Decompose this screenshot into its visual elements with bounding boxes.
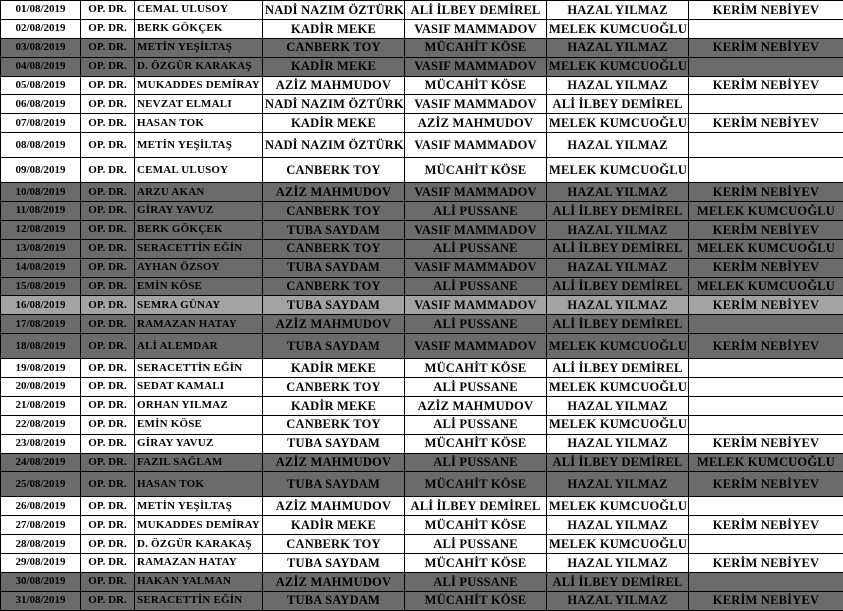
- staff-1-cell: TUBA SAYDAM: [263, 472, 405, 497]
- staff-4-cell: KERİM NEBİYEV: [689, 516, 843, 535]
- staff-3-cell: MELEK KUMCUOĞLU: [547, 535, 689, 554]
- staff-2-cell: VASIF MAMMADOV: [405, 133, 547, 158]
- table-row: [1, 158, 843, 183]
- staff-2-cell: ALİ PUSSANE: [405, 572, 547, 591]
- doctor-cell: HAKAN YALMAN: [135, 572, 263, 591]
- title-cell: OP. DR.: [81, 378, 135, 397]
- table-row: [1, 183, 843, 202]
- staff-3-cell: HAZAL YILMAZ: [547, 296, 689, 315]
- staff-4-cell: [689, 57, 843, 76]
- date-cell: 20/08/2019: [1, 378, 81, 397]
- title-cell: OP. DR.: [81, 359, 135, 378]
- table-row: [1, 258, 843, 277]
- staff-1-cell: CANBERK TOY: [263, 158, 405, 183]
- staff-4-cell: [689, 19, 843, 38]
- table-row: [1, 453, 843, 472]
- staff-4-cell: [689, 158, 843, 183]
- doctor-cell: MUKADDES DEMİRAY: [135, 76, 263, 95]
- title-cell: OP. DR.: [81, 183, 135, 202]
- staff-1-cell: CANBERK TOY: [263, 38, 405, 57]
- doctor-cell: METİN YEŞİLTAŞ: [135, 38, 263, 57]
- title-cell: OP. DR.: [81, 315, 135, 334]
- staff-1-cell: TUBA SAYDAM: [263, 434, 405, 453]
- title-cell: OP. DR.: [81, 497, 135, 516]
- table-row: [1, 57, 843, 76]
- staff-2-cell: MÜCAHİT KÖSE: [405, 472, 547, 497]
- doctor-cell: HASAN TOK: [135, 114, 263, 133]
- title-cell: OP. DR.: [81, 19, 135, 38]
- staff-2-cell: VASIF MAMMADOV: [405, 183, 547, 202]
- title-cell: OP. DR.: [81, 133, 135, 158]
- doctor-cell: SERACETTİN EĞİN: [135, 359, 263, 378]
- table-row: [1, 378, 843, 397]
- staff-3-cell: HAZAL YILMAZ: [547, 472, 689, 497]
- staff-4-cell: [689, 415, 843, 434]
- staff-1-cell: KADİR MEKE: [263, 114, 405, 133]
- table-row: [1, 220, 843, 239]
- title-cell: OP. DR.: [81, 554, 135, 573]
- staff-4-cell: KERİM NEBİYEV: [689, 38, 843, 57]
- table-row: [1, 572, 843, 591]
- date-cell: 02/08/2019: [1, 19, 81, 38]
- table-row: [1, 554, 843, 573]
- doctor-cell: GİRAY YAVUZ: [135, 202, 263, 221]
- staff-2-cell: MÜCAHİT KÖSE: [405, 76, 547, 95]
- staff-2-cell: MÜCAHİT KÖSE: [405, 158, 547, 183]
- doctor-cell: METİN YEŞİLTAŞ: [135, 497, 263, 516]
- staff-1-cell: CANBERK TOY: [263, 535, 405, 554]
- table-row: [1, 277, 843, 296]
- staff-4-cell: [689, 95, 843, 114]
- table-row: [1, 415, 843, 434]
- staff-2-cell: MÜCAHİT KÖSE: [405, 434, 547, 453]
- title-cell: OP. DR.: [81, 38, 135, 57]
- staff-3-cell: ALİ İLBEY DEMİREL: [547, 572, 689, 591]
- staff-2-cell: ALİ İLBEY DEMİREL: [405, 1, 547, 20]
- staff-1-cell: AZİZ MAHMUDOV: [263, 315, 405, 334]
- doctor-cell: SEMRA GÜNAY: [135, 296, 263, 315]
- title-cell: OP. DR.: [81, 220, 135, 239]
- staff-3-cell: ALİ İLBEY DEMİREL: [547, 359, 689, 378]
- doctor-cell: ORHAN YILMAZ: [135, 396, 263, 415]
- staff-2-cell: VASIF MAMMADOV: [405, 95, 547, 114]
- title-cell: OP. DR.: [81, 114, 135, 133]
- staff-3-cell: ALİ İLBEY DEMİREL: [547, 315, 689, 334]
- staff-3-cell: ALİ İLBEY DEMİREL: [547, 453, 689, 472]
- doctor-cell: ALİ ALEMDAR: [135, 334, 263, 359]
- staff-4-cell: KERİM NEBİYEV: [689, 472, 843, 497]
- staff-1-cell: CANBERK TOY: [263, 415, 405, 434]
- staff-4-cell: [689, 535, 843, 554]
- staff-2-cell: ALİ PUSSANE: [405, 202, 547, 221]
- staff-1-cell: KADİR MEKE: [263, 57, 405, 76]
- staff-3-cell: MELEK KUMCUOĞLU: [547, 114, 689, 133]
- staff-3-cell: HAZAL YILMAZ: [547, 434, 689, 453]
- date-cell: 11/08/2019: [1, 202, 81, 221]
- staff-2-cell: VASIF MAMMADOV: [405, 19, 547, 38]
- staff-2-cell: MÜCAHİT KÖSE: [405, 38, 547, 57]
- doctor-cell: EMİN KÖSE: [135, 415, 263, 434]
- date-cell: 29/08/2019: [1, 554, 81, 573]
- date-cell: 03/08/2019: [1, 38, 81, 57]
- title-cell: OP. DR.: [81, 453, 135, 472]
- title-cell: OP. DR.: [81, 591, 135, 610]
- staff-2-cell: VASIF MAMMADOV: [405, 57, 547, 76]
- staff-3-cell: ALİ İLBEY DEMİREL: [547, 95, 689, 114]
- title-cell: OP. DR.: [81, 57, 135, 76]
- staff-3-cell: HAZAL YILMAZ: [547, 76, 689, 95]
- date-cell: 25/08/2019: [1, 472, 81, 497]
- doctor-cell: MUKADDES DEMİRAY: [135, 516, 263, 535]
- table-row: [1, 202, 843, 221]
- staff-1-cell: NADİ NAZIM ÖZTÜRK: [263, 95, 405, 114]
- staff-2-cell: ALİ PUSSANE: [405, 277, 547, 296]
- doctor-cell: BERK GÖKÇEK: [135, 19, 263, 38]
- table-row: [1, 434, 843, 453]
- table-row: [1, 76, 843, 95]
- doctor-cell: SERACETTİN EĞİN: [135, 239, 263, 258]
- staff-1-cell: KADİR MEKE: [263, 19, 405, 38]
- staff-1-cell: KADİR MEKE: [263, 396, 405, 415]
- staff-2-cell: ALİ PUSSANE: [405, 239, 547, 258]
- date-cell: 13/08/2019: [1, 239, 81, 258]
- doctor-cell: SERACETTİN EĞİN: [135, 591, 263, 610]
- staff-2-cell: ALİ PUSSANE: [405, 378, 547, 397]
- date-cell: 09/08/2019: [1, 158, 81, 183]
- staff-1-cell: CANBERK TOY: [263, 202, 405, 221]
- table-row: [1, 591, 843, 610]
- table-row: [1, 472, 843, 497]
- date-cell: 07/08/2019: [1, 114, 81, 133]
- title-cell: OP. DR.: [81, 277, 135, 296]
- title-cell: OP. DR.: [81, 516, 135, 535]
- table-row: [1, 114, 843, 133]
- staff-1-cell: TUBA SAYDAM: [263, 258, 405, 277]
- staff-2-cell: ALİ PUSSANE: [405, 535, 547, 554]
- title-cell: OP. DR.: [81, 415, 135, 434]
- staff-4-cell: KERİM NEBİYEV: [689, 554, 843, 573]
- title-cell: OP. DR.: [81, 572, 135, 591]
- doctor-cell: CEMAL ULUSOY: [135, 1, 263, 20]
- staff-4-cell: KERİM NEBİYEV: [689, 76, 843, 95]
- doctor-cell: EMİN KÖSE: [135, 277, 263, 296]
- date-cell: 31/08/2019: [1, 591, 81, 610]
- staff-4-cell: [689, 497, 843, 516]
- date-cell: 23/08/2019: [1, 434, 81, 453]
- staff-3-cell: HAZAL YILMAZ: [547, 258, 689, 277]
- staff-1-cell: AZİZ MAHMUDOV: [263, 453, 405, 472]
- table-row: [1, 334, 843, 359]
- staff-4-cell: MELEK KUMCUOĞLU: [689, 202, 843, 221]
- staff-1-cell: CANBERK TOY: [263, 378, 405, 397]
- table-row: [1, 315, 843, 334]
- staff-2-cell: ALİ PUSSANE: [405, 453, 547, 472]
- staff-3-cell: HAZAL YILMAZ: [547, 554, 689, 573]
- date-cell: 04/08/2019: [1, 57, 81, 76]
- staff-1-cell: AZİZ MAHMUDOV: [263, 497, 405, 516]
- staff-1-cell: AZİZ MAHMUDOV: [263, 572, 405, 591]
- staff-2-cell: MÜCAHİT KÖSE: [405, 554, 547, 573]
- doctor-cell: RAMAZAN HATAY: [135, 315, 263, 334]
- staff-3-cell: MELEK KUMCUOĞLU: [547, 497, 689, 516]
- date-cell: 01/08/2019: [1, 1, 81, 20]
- doctor-cell: FAZIL SAĞLAM: [135, 453, 263, 472]
- title-cell: OP. DR.: [81, 202, 135, 221]
- staff-3-cell: HAZAL YILMAZ: [547, 183, 689, 202]
- staff-2-cell: VASIF MAMMADOV: [405, 334, 547, 359]
- doctor-cell: METİN YEŞİLTAŞ: [135, 133, 263, 158]
- title-cell: OP. DR.: [81, 535, 135, 554]
- staff-3-cell: HAZAL YILMAZ: [547, 396, 689, 415]
- doctor-cell: HASAN TOK: [135, 472, 263, 497]
- staff-3-cell: ALİ İLBEY DEMİREL: [547, 239, 689, 258]
- date-cell: 17/08/2019: [1, 315, 81, 334]
- table-row: [1, 1, 843, 20]
- title-cell: OP. DR.: [81, 434, 135, 453]
- staff-3-cell: MELEK KUMCUOĞLU: [547, 57, 689, 76]
- date-cell: 30/08/2019: [1, 572, 81, 591]
- doctor-cell: D. ÖZGÜR KARAKAŞ: [135, 535, 263, 554]
- staff-1-cell: TUBA SAYDAM: [263, 334, 405, 359]
- staff-3-cell: HAZAL YILMAZ: [547, 38, 689, 57]
- title-cell: OP. DR.: [81, 334, 135, 359]
- staff-4-cell: KERİM NEBİYEV: [689, 434, 843, 453]
- staff-2-cell: ALİ İLBEY DEMİREL: [405, 497, 547, 516]
- table-row: [1, 497, 843, 516]
- title-cell: OP. DR.: [81, 239, 135, 258]
- staff-1-cell: AZİZ MAHMUDOV: [263, 76, 405, 95]
- doctor-cell: SEDAT KAMALI: [135, 378, 263, 397]
- staff-1-cell: CANBERK TOY: [263, 277, 405, 296]
- table-row: [1, 38, 843, 57]
- staff-4-cell: [689, 133, 843, 158]
- staff-1-cell: KADİR MEKE: [263, 359, 405, 378]
- table-row: [1, 396, 843, 415]
- staff-2-cell: ALİ PUSSANE: [405, 415, 547, 434]
- staff-3-cell: ALİ İLBEY DEMİREL: [547, 277, 689, 296]
- date-cell: 05/08/2019: [1, 76, 81, 95]
- date-cell: 15/08/2019: [1, 277, 81, 296]
- staff-1-cell: TUBA SAYDAM: [263, 554, 405, 573]
- staff-1-cell: TUBA SAYDAM: [263, 296, 405, 315]
- staff-4-cell: KERİM NEBİYEV: [689, 591, 843, 610]
- staff-4-cell: [689, 572, 843, 591]
- title-cell: OP. DR.: [81, 396, 135, 415]
- date-cell: 21/08/2019: [1, 396, 81, 415]
- staff-1-cell: NADİ NAZIM ÖZTÜRK: [263, 1, 405, 20]
- staff-4-cell: KERİM NEBİYEV: [689, 296, 843, 315]
- staff-4-cell: KERİM NEBİYEV: [689, 334, 843, 359]
- staff-4-cell: [689, 359, 843, 378]
- date-cell: 24/08/2019: [1, 453, 81, 472]
- staff-3-cell: MELEK KUMCUOĞLU: [547, 19, 689, 38]
- date-cell: 26/08/2019: [1, 497, 81, 516]
- staff-3-cell: MELEK KUMCUOĞLU: [547, 334, 689, 359]
- staff-2-cell: MÜCAHİT KÖSE: [405, 359, 547, 378]
- date-cell: 18/08/2019: [1, 334, 81, 359]
- staff-4-cell: KERİM NEBİYEV: [689, 220, 843, 239]
- doctor-cell: BERK GÖKÇEK: [135, 220, 263, 239]
- date-cell: 19/08/2019: [1, 359, 81, 378]
- date-cell: 28/08/2019: [1, 535, 81, 554]
- table-row: [1, 239, 843, 258]
- staff-4-cell: KERİM NEBİYEV: [689, 258, 843, 277]
- staff-3-cell: MELEK KUMCUOĞLU: [547, 415, 689, 434]
- table-row: [1, 133, 843, 158]
- table-row: [1, 535, 843, 554]
- staff-1-cell: TUBA SAYDAM: [263, 591, 405, 610]
- doctor-cell: NEVZAT ELMALI: [135, 95, 263, 114]
- date-cell: 12/08/2019: [1, 220, 81, 239]
- title-cell: OP. DR.: [81, 76, 135, 95]
- staff-3-cell: ALİ İLBEY DEMİREL: [547, 202, 689, 221]
- doctor-cell: RAMAZAN HATAY: [135, 554, 263, 573]
- schedule-body: [1, 1, 843, 611]
- table-row: [1, 95, 843, 114]
- staff-4-cell: [689, 315, 843, 334]
- staff-3-cell: HAZAL YILMAZ: [547, 1, 689, 20]
- staff-1-cell: TUBA SAYDAM: [263, 220, 405, 239]
- staff-2-cell: VASIF MAMMADOV: [405, 258, 547, 277]
- staff-3-cell: HAZAL YILMAZ: [547, 516, 689, 535]
- staff-4-cell: [689, 396, 843, 415]
- doctor-cell: GİRAY YAVUZ: [135, 434, 263, 453]
- table-row: [1, 516, 843, 535]
- staff-2-cell: VASIF MAMMADOV: [405, 220, 547, 239]
- date-cell: 22/08/2019: [1, 415, 81, 434]
- title-cell: OP. DR.: [81, 1, 135, 20]
- doctor-cell: ARZU AKAN: [135, 183, 263, 202]
- title-cell: OP. DR.: [81, 158, 135, 183]
- table-row: [1, 296, 843, 315]
- staff-1-cell: AZİZ MAHMUDOV: [263, 183, 405, 202]
- staff-2-cell: AZİZ MAHMUDOV: [405, 396, 547, 415]
- staff-2-cell: MÜCAHİT KÖSE: [405, 516, 547, 535]
- date-cell: 16/08/2019: [1, 296, 81, 315]
- doctor-cell: AYHAN ÖZSOY: [135, 258, 263, 277]
- staff-4-cell: KERİM NEBİYEV: [689, 183, 843, 202]
- title-cell: OP. DR.: [81, 472, 135, 497]
- date-cell: 10/08/2019: [1, 183, 81, 202]
- staff-1-cell: NADİ NAZIM ÖZTÜRK: [263, 133, 405, 158]
- staff-4-cell: [689, 378, 843, 397]
- date-cell: 14/08/2019: [1, 258, 81, 277]
- table-row: [1, 359, 843, 378]
- staff-3-cell: MELEK KUMCUOĞLU: [547, 378, 689, 397]
- doctor-cell: CEMAL ULUSOY: [135, 158, 263, 183]
- staff-2-cell: VASIF MAMMADOV: [405, 296, 547, 315]
- date-cell: 08/08/2019: [1, 133, 81, 158]
- date-cell: 06/08/2019: [1, 95, 81, 114]
- staff-2-cell: MÜCAHİT KÖSE: [405, 591, 547, 610]
- staff-4-cell: KERİM NEBİYEV: [689, 1, 843, 20]
- staff-3-cell: MELEK KUMCUOĞLU: [547, 158, 689, 183]
- staff-1-cell: KADİR MEKE: [263, 516, 405, 535]
- staff-4-cell: MELEK KUMCUOĞLU: [689, 239, 843, 258]
- title-cell: OP. DR.: [81, 258, 135, 277]
- staff-3-cell: HAZAL YILMAZ: [547, 220, 689, 239]
- staff-1-cell: CANBERK TOY: [263, 239, 405, 258]
- staff-3-cell: HAZAL YILMAZ: [547, 591, 689, 610]
- staff-3-cell: HAZAL YILMAZ: [547, 133, 689, 158]
- staff-4-cell: KERİM NEBİYEV: [689, 114, 843, 133]
- table-row: [1, 19, 843, 38]
- title-cell: OP. DR.: [81, 95, 135, 114]
- doctor-cell: D. ÖZGÜR KARAKAŞ: [135, 57, 263, 76]
- staff-4-cell: MELEK KUMCUOĞLU: [689, 453, 843, 472]
- staff-2-cell: ALİ PUSSANE: [405, 315, 547, 334]
- date-cell: 27/08/2019: [1, 516, 81, 535]
- staff-4-cell: MELEK KUMCUOĞLU: [689, 277, 843, 296]
- title-cell: OP. DR.: [81, 296, 135, 315]
- staff-2-cell: AZİZ MAHMUDOV: [405, 114, 547, 133]
